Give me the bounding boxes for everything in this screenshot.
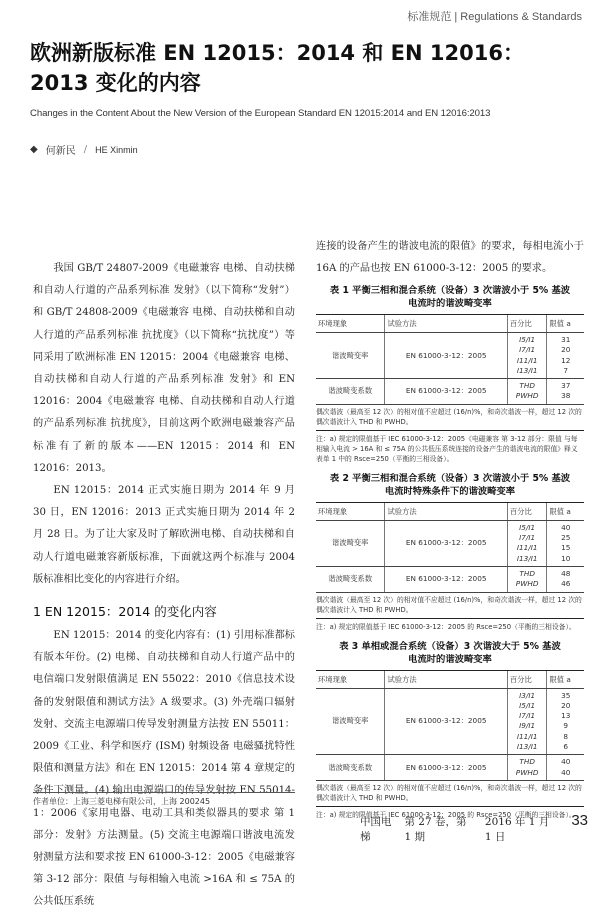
page-number: 33 bbox=[571, 812, 588, 829]
limit: 20 bbox=[561, 345, 571, 355]
col-header: 限值 a bbox=[547, 502, 584, 520]
table-3-note: 偶次谐波（最高至 12 次）的相对值不应超过 (16/n)%，和奇次谐波一样，超过 12 次的偶次谐波计入 THD 和 PWHD。 bbox=[316, 781, 584, 807]
limit: 46 bbox=[561, 579, 571, 589]
ratio-cell bbox=[507, 333, 547, 379]
limit-cell bbox=[547, 379, 584, 405]
limit: 48 bbox=[561, 568, 571, 578]
ratio: I13/I1 bbox=[516, 553, 538, 563]
col-header: 环境现象 bbox=[316, 315, 385, 333]
limit-cell bbox=[547, 566, 584, 592]
limit: 20 bbox=[561, 700, 571, 710]
table-1-footnote: 注：a) 规定的限值基于 IEC 61000-3-12：2005《电磁兼容 第 3-12 部分：限值 与每相输入电流 > 16A 和 ≤ 75A 的公共低压系统连接的设备产生的谐波电流的限值》释义表单 1 中的 Rsce=250（平衡的三相设备）。 bbox=[316, 434, 578, 463]
table-3-caption bbox=[316, 640, 584, 666]
table-header-row bbox=[316, 502, 584, 520]
table-1-note: 偶次谐波（最高至 12 次）的相对值不应超过 (16/n)%，和奇次谐波一样，超过 12 次的偶次谐波计入 THD 和 PWHD。 bbox=[316, 405, 584, 431]
section-header: 标准规范 | Regulations & Standards bbox=[407, 11, 582, 23]
issue-date: 2016 年 1 月 1 日 bbox=[484, 816, 550, 843]
ratio: I7/I1 bbox=[519, 533, 536, 543]
table-1-grid bbox=[316, 314, 584, 405]
limit: 31 bbox=[561, 335, 571, 344]
limit-cell bbox=[547, 520, 584, 566]
table-3-grid bbox=[316, 670, 584, 781]
method-cell: EN 61000-3-12：2005 bbox=[385, 333, 507, 379]
col-header: 百分比 bbox=[507, 315, 547, 333]
col-header: 环境现象 bbox=[316, 502, 385, 520]
table-row bbox=[316, 688, 584, 755]
ratio: PWHD bbox=[515, 767, 539, 777]
col-header: 百分比 bbox=[507, 670, 547, 688]
table-header-row bbox=[316, 315, 584, 333]
limit-cell bbox=[547, 688, 584, 755]
ratio: THD bbox=[519, 381, 535, 391]
table-3 bbox=[316, 640, 584, 824]
col-header: 限值 a bbox=[547, 315, 584, 333]
ratio: I7/I1 bbox=[519, 345, 536, 355]
limit: 40 bbox=[561, 522, 571, 532]
phenomenon-cell: 谐波畸变率 bbox=[316, 520, 385, 566]
ratio: THD bbox=[519, 757, 535, 767]
col-header: 试验方法 bbox=[385, 670, 507, 688]
col-header: 试验方法 bbox=[385, 502, 507, 520]
table-row bbox=[316, 755, 584, 781]
limit: 8 bbox=[563, 731, 569, 741]
ratio: PWHD bbox=[515, 391, 539, 401]
col-header: 环境现象 bbox=[316, 670, 385, 688]
limit: 25 bbox=[561, 533, 571, 543]
ratio: I13/I1 bbox=[516, 742, 538, 752]
caption-line: 表 2 平衡三相和混合系统（设备）3 次谐波小于 5% 基波 bbox=[329, 472, 571, 484]
limit: 10 bbox=[561, 553, 571, 563]
ratio: THD bbox=[519, 568, 535, 578]
ratio: I13/I1 bbox=[516, 365, 538, 375]
method-cell: EN 61000-3-12：2005 bbox=[385, 520, 507, 566]
journal-name: 中国电梯 bbox=[360, 816, 392, 843]
phenomenon-cell: 谐波畸变率 bbox=[316, 333, 385, 379]
continued-paragraph: 连接的设备产生的谐波电流的限值》的要求，每相电流小于 16A 的产品也按 EN 61000-3-12：2005 的要求。 bbox=[316, 241, 584, 274]
limit: 6 bbox=[563, 742, 569, 752]
limit: 38 bbox=[561, 391, 571, 401]
col-header: 百分比 bbox=[507, 502, 547, 520]
method-cell: EN 61000-3-12：2005 bbox=[385, 755, 507, 781]
table-2-note: 偶次谐波（最高至 12 次）的相对值不应超过 (16/n)%，和奇次谐波一样，超过 12 次的偶次谐波计入 THD 和 PWHD。 bbox=[316, 593, 584, 619]
table-header-row bbox=[316, 670, 584, 688]
article-subtitle: Changes in the Content About the New Version of the European Standard EN 12015:2014 and EN 12016:2013 bbox=[30, 108, 491, 119]
caption-line: 表 1 平衡三相和混合系统（设备）3 次谐波小于 5% 基波 bbox=[329, 285, 571, 296]
dates-paragraph: EN 12015：2014 正式实施日期为 2014 年 9 月 30 日，EN 12016：2013 正式实施日期为 2014 年 2 月 28 日。为了让大家及时了解欧洲电梯、自动扶梯和自动人行道电磁兼容新版标准，下面就这两个标准与 2004 版标准相比变化的内容进行介绍。 bbox=[33, 485, 295, 585]
phenomenon-cell: 谐波畸变系数 bbox=[316, 379, 385, 405]
left-column bbox=[33, 258, 295, 914]
right-column bbox=[316, 236, 584, 824]
ratio: I7/I1 bbox=[519, 711, 536, 721]
table-2-caption bbox=[316, 472, 584, 498]
caption-line: 电流时的谐波畸变率 bbox=[408, 298, 492, 309]
method-cell: EN 61000-3-12：2005 bbox=[385, 379, 507, 405]
limit-cell bbox=[547, 333, 584, 379]
table-row bbox=[316, 333, 584, 379]
author-name-cn: 何新民 bbox=[45, 146, 76, 157]
journal-volume: 第 27 卷，第 1 期 bbox=[404, 816, 467, 843]
col-header: 试验方法 bbox=[385, 315, 507, 333]
table-row bbox=[316, 379, 584, 405]
table-1-caption bbox=[316, 284, 584, 310]
author-separator: / bbox=[83, 144, 88, 155]
caption-line: 电流时的谐波畸变率 bbox=[408, 653, 492, 665]
table-3-footnote: 注：a) 规定的限值基于 IEC 61000-3-12：2005 的 Rsce=250（平衡的三相设备）。 bbox=[316, 810, 576, 819]
limit-cell bbox=[547, 755, 584, 781]
caption-line: 电流时特殊条件下的谐波畸变率 bbox=[384, 485, 516, 497]
phenomenon-cell: 谐波畸变系数 bbox=[316, 755, 385, 781]
ratio: I3/I1 bbox=[519, 690, 536, 700]
ratio: I11/I1 bbox=[516, 731, 538, 741]
changes-paragraph: EN 12015：2014 的变化内容有：(1) 引用标准都标有版本年份。(2) 电梯、自动扶梯和自动人行道产品中的电信端口发射限值满足 EN 55022：2010《信息技术设备的发射限值和测试方法》A 级要求。(3) 外壳端口辐射发射、交流主电源端口传导发射测量方法按 EN 55011：2009《工业、科学和医疗 (ISM) 射频设备 电磁骚扰特性 限值和测量方法》和在 EN 12015：2014 第 4 章规定的条件下测量。(4) 输出电源端口的传导发射按 EN 55014-1：2006《家用电器、电动工具和类似器具的要求 第 1 部分：发射》方法测量。(5) 交流主电源端口谐波电流发射测量方法和要求按 EN 61000-3-12：2005《电磁兼容 第 3-12 部分：限值 与每相输入电流 >16A 和 ≤ 75A 的公共低压系统 bbox=[33, 630, 295, 908]
limit: 40 bbox=[561, 767, 571, 777]
limit: 35 bbox=[561, 690, 571, 700]
limit: 40 bbox=[561, 757, 571, 767]
limit: 37 bbox=[561, 381, 571, 391]
limit: 13 bbox=[561, 711, 571, 721]
phenomenon-cell: 谐波畸变率 bbox=[316, 688, 385, 755]
author-line bbox=[30, 142, 138, 157]
ratio-cell bbox=[507, 379, 547, 405]
limit: 12 bbox=[561, 355, 571, 365]
section-1-heading: 1 EN 12015：2014 的变化内容 bbox=[33, 604, 217, 620]
col-header: 限值 a bbox=[547, 670, 584, 688]
limit: 7 bbox=[563, 365, 569, 375]
ratio: I5/I1 bbox=[519, 335, 536, 344]
page-footer bbox=[360, 812, 588, 844]
table-2 bbox=[316, 472, 584, 636]
diamond-bullet-icon: ◆ bbox=[30, 144, 38, 155]
author-affiliation: 作者单位：上海三菱电梯有限公司，上海 200245 bbox=[33, 792, 295, 807]
ratio: PWHD bbox=[515, 579, 539, 589]
ratio: I5/I1 bbox=[519, 700, 536, 710]
table-row bbox=[316, 566, 584, 592]
ratio: I9/I1 bbox=[519, 721, 536, 731]
ratio: I11/I1 bbox=[516, 355, 538, 365]
table-2-footnote: 注：a) 规定的限值基于 IEC 61000-3-12：2005 的 Rsce=250（平衡的三相设备）。 bbox=[316, 622, 576, 631]
phenomenon-cell: 谐波畸变系数 bbox=[316, 566, 385, 592]
method-cell: EN 61000-3-12：2005 bbox=[385, 688, 507, 755]
intro-paragraph: 我国 GB/T 24807-2009《电磁兼容 电梯、自动扶梯和自动人行道的产品系列标准 发射》（以下简称“发射”）和 GB/T 24808-2009《电磁兼容 电梯、自动扶梯和自动人行道的产品系列标准 抗扰度》（以下简称“抗扰度”）等同采用了欧洲标准 EN 12015：2004《电磁兼容 电梯、自动扶梯和自动人行道的产品系列标准 发射》和 EN 12016：2004《电磁兼容 电梯、自动扶梯和自动人行道的产品系列标准 抗扰度》，目前这两个欧洲电磁兼容产品标准有了新的版本——EN 12015：2014 和 EN 12016：2013。 bbox=[33, 263, 295, 474]
table-2-grid bbox=[316, 502, 584, 593]
author-name-en: HE Xinmin bbox=[95, 144, 138, 155]
caption-line: 表 3 单相或混合系统（设备）3 次谐波大于 5% 基波 bbox=[339, 640, 561, 652]
ratio: I5/I1 bbox=[519, 522, 536, 532]
method-cell: EN 61000-3-12：2005 bbox=[385, 566, 507, 592]
limit: 15 bbox=[561, 543, 571, 553]
table-row bbox=[316, 520, 584, 566]
ratio: I11/I1 bbox=[516, 543, 538, 553]
article-title: 欧洲新版标准 EN 12015：2014 和 EN 12016：2013 变化的内容 bbox=[30, 41, 524, 95]
ratio-cell bbox=[507, 566, 547, 592]
ratio-cell bbox=[507, 520, 547, 566]
table-1 bbox=[316, 284, 584, 468]
ratio-cell bbox=[507, 688, 547, 755]
ratio-cell bbox=[507, 755, 547, 781]
limit: 9 bbox=[563, 721, 569, 731]
